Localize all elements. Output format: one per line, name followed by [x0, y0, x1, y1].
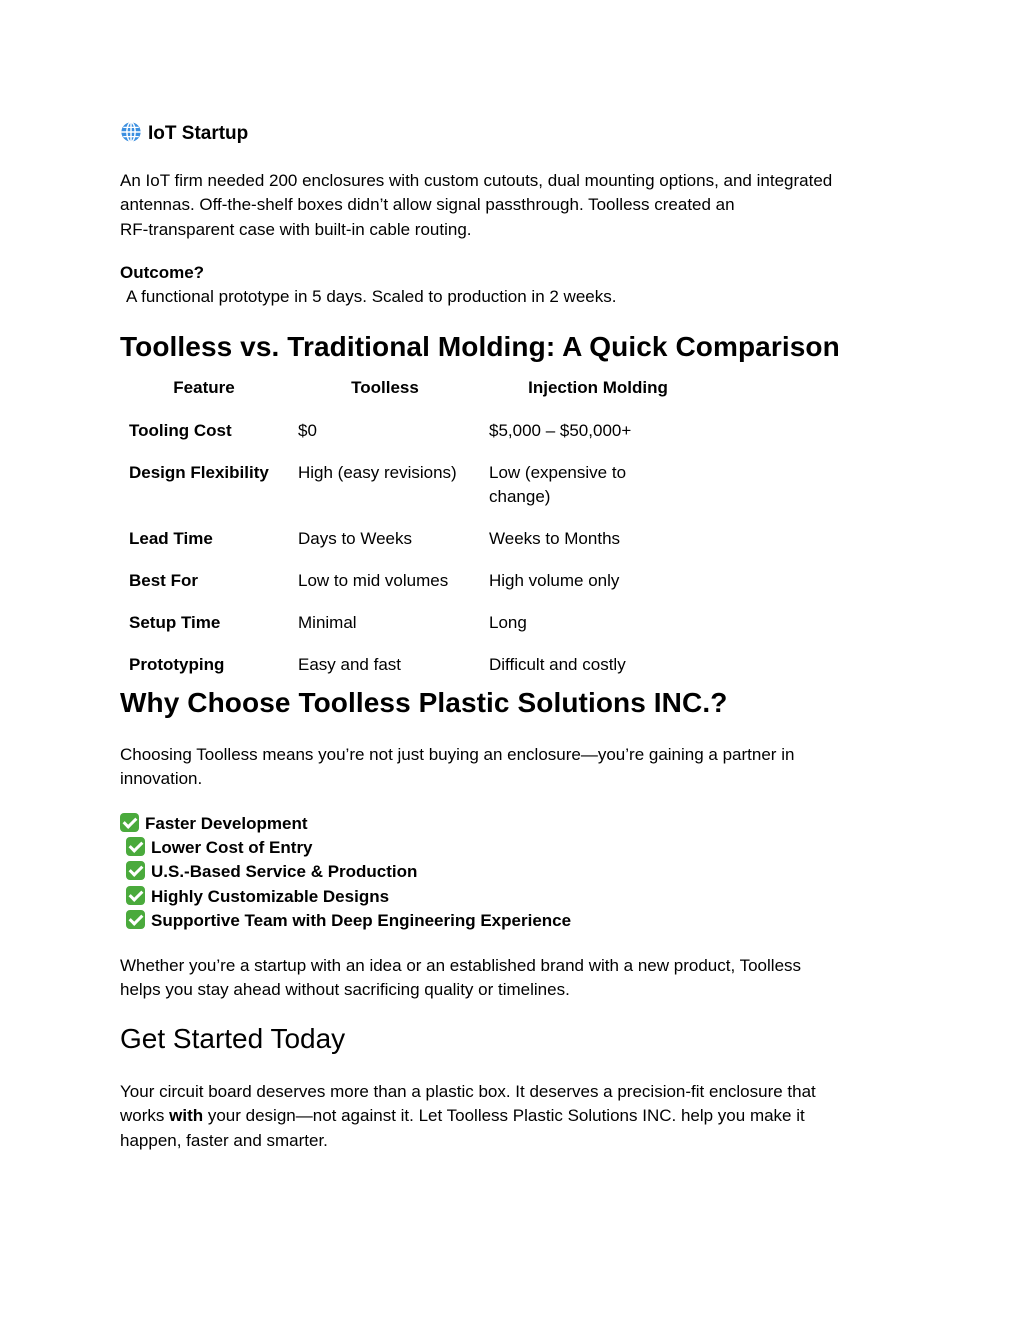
check-icon	[126, 910, 145, 929]
table-cell-toolless: $0	[298, 421, 317, 440]
table-cell-molding: Difficult and costly	[489, 655, 626, 674]
get-started-text: works	[120, 1106, 170, 1126]
table-cell-toolless: Minimal	[298, 613, 357, 632]
get-started-line: Your circuit board deserves more than a plastic box. It deserves a precision-fit enclosure that	[120, 1082, 816, 1101]
table-cell-molding: Weeks to Months	[489, 529, 621, 548]
get-started-text: your design—not against it. Let Toolless Plastic Solutions INC. help you make it	[203, 1106, 805, 1126]
benefit-item	[126, 836, 313, 860]
benefit-item	[120, 812, 308, 836]
benefit-item	[126, 909, 571, 933]
table-cell-toolless: High (easy revisions)	[298, 463, 457, 482]
table-cell-feature: Lead Time	[129, 529, 213, 548]
table-cell-molding: $5,000 – $50,000+	[489, 421, 632, 440]
table-cell-molding-line: Low (expensive to	[489, 463, 627, 482]
why-intro	[120, 743, 794, 792]
table-cell-feature: Design Flexibility	[129, 463, 269, 482]
table-header-toolless: Toolless	[351, 378, 419, 397]
iot-body-line: antennas. Off-the-shelf boxes didn’t allow signal passthrough. Toolless created an	[120, 195, 735, 215]
benefit-label: Highly Customizable Designs	[151, 887, 390, 906]
why-intro-line: innovation.	[120, 769, 203, 789]
benefit-item	[126, 860, 417, 884]
table-cell-molding	[489, 461, 626, 510]
why-closing-line: helps you stay ahead without sacrificing quality or timelines.	[120, 980, 570, 1000]
table-cell-feature: Prototyping	[129, 655, 225, 674]
iot-heading	[120, 121, 248, 145]
outcome-label: Outcome?	[120, 263, 205, 282]
why-closing	[120, 954, 801, 1003]
benefit-label: Lower Cost of Entry	[151, 838, 313, 857]
table-cell-molding: High volume only	[489, 571, 620, 590]
benefit-item	[126, 885, 389, 909]
table-header-feature: Feature	[173, 378, 235, 397]
why-intro-line: Choosing Toolless means you’re not just buying an enclosure—you’re gaining a partner in	[120, 745, 795, 764]
get-started-heading: Get Started Today	[120, 1023, 346, 1054]
benefit-label: U.S.-Based Service & Production	[151, 862, 418, 881]
check-icon	[126, 837, 145, 856]
table-cell-molding-line: change)	[489, 487, 551, 507]
iot-body-line: RF-transparent case with built-in cable routing.	[120, 219, 472, 239]
table-cell-feature: Best For	[129, 571, 198, 590]
iot-heading-text: IoT Startup	[148, 123, 249, 144]
iot-body	[120, 169, 832, 242]
get-started-bold: with	[169, 1106, 204, 1126]
iot-body-line: An IoT firm needed 200 enclosures with custom cutouts, dual mounting options, and integrated	[120, 171, 833, 190]
benefit-label: Faster Development	[145, 814, 308, 833]
table-cell-toolless: Low to mid volumes	[298, 571, 449, 590]
why-heading: Why Choose Toolless Plastic Solutions INC.?	[120, 687, 728, 718]
why-closing-line: Whether you’re a startup with an idea or an established brand with a new product, Toolless	[120, 956, 802, 975]
table-cell-feature: Tooling Cost	[129, 421, 232, 440]
table-cell-molding: Long	[489, 613, 527, 632]
table-cell-toolless: Easy and fast	[298, 655, 402, 674]
benefit-label: Supportive Team with Deep Engineering Experience	[151, 911, 572, 930]
get-started-line: happen, faster and smarter.	[120, 1130, 328, 1150]
table-cell-toolless: Days to Weeks	[298, 529, 413, 548]
get-started-body	[120, 1080, 816, 1153]
get-started-line	[120, 1104, 816, 1128]
outcome-text: A functional prototype in 5 days. Scaled to production in 2 weeks.	[126, 287, 617, 306]
comparison-heading: Toolless vs. Traditional Molding: A Quick Comparison	[120, 331, 840, 362]
check-icon	[120, 813, 139, 832]
check-icon	[126, 861, 145, 880]
table-cell-feature: Setup Time	[129, 613, 221, 632]
globe-icon	[120, 121, 142, 143]
table-header-molding: Injection Molding	[528, 378, 668, 397]
check-icon	[126, 886, 145, 905]
